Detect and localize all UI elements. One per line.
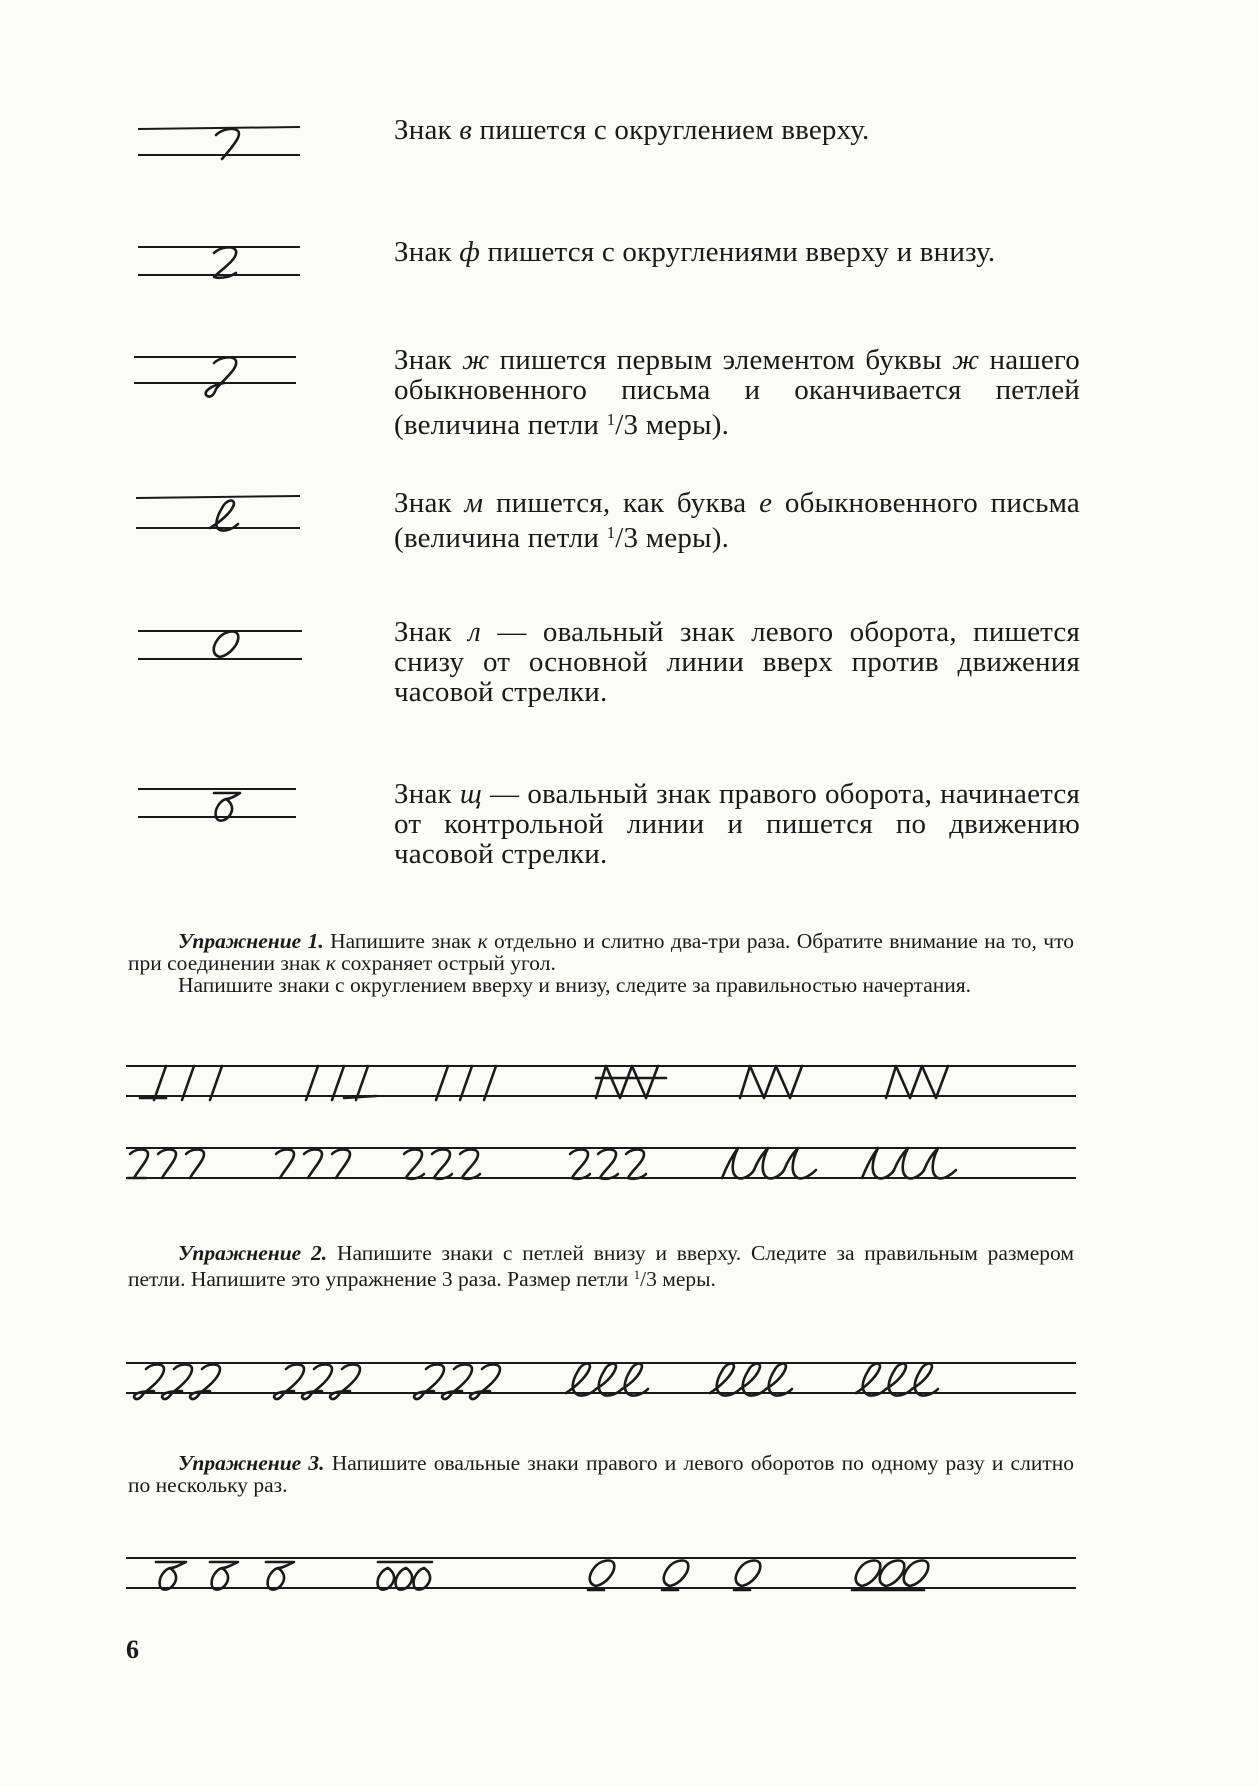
sign-v-description: Знак в пишется с округлением вверху. [394, 114, 870, 146]
exercise-1-strip-k [126, 1058, 1076, 1118]
sign-l-handwriting [130, 617, 310, 687]
sign-f-description: Знак ф пишется с округлениями вверху и внизу. [394, 236, 996, 268]
page-number: 6 [126, 1635, 139, 1664]
sign-zh-description: Знак ж пишется первым элементом буквы ж нашего обыкновенного письма и оканчивается петлей (величина петли $^1$/3 меры). [394, 344, 1081, 441]
sign-f-handwriting [130, 237, 310, 307]
sign-zh-handwriting [130, 345, 310, 415]
exercise-3-strip-ovals [126, 1550, 1076, 1610]
sign-m-handwriting [130, 488, 310, 558]
sign-shch-description: Знак щ — овальный знак правого оборота, начинается от контрольной линии и пишется по движению часовой стрелки. [394, 778, 1081, 870]
sign-m-description: Знак м пишется, как буква е обыкновенного письма (величина петли $^1$/3 меры). [394, 487, 1080, 554]
exercise-1-text: Упражнение 1. Напишите знак к отдельно и слитно два-три раза. Обратите внимание на то, что при соединении знак к сохраняет острый угол. Напишите знаки с округлением вверху и внизу, следите за правильностью начертания. [128, 929, 1074, 997]
exercise-3-text: Упражнение 3. Напишите овальные знаки правого и левого оборотов по одному разу и слитно по нескольку раз. [128, 1451, 1074, 1497]
sign-v-handwriting [130, 115, 310, 185]
sign-l-description: Знак л — овальный знак левого оборота, пишется снизу от основной линии вверх против движения часовой стрелки. [394, 616, 1080, 708]
exercise-1-strip-rounded [126, 1140, 1076, 1200]
exercise-2-strip-loops [126, 1355, 1076, 1415]
sign-shch-handwriting [130, 779, 310, 849]
exercise-2-text: Упражнение 2. Напишите знаки с петлей внизу и вверху. Следите за правильным размером петли. Напишите это упражнение 3 раза. Размер петли $^1$/3 меры. [128, 1241, 1074, 1291]
